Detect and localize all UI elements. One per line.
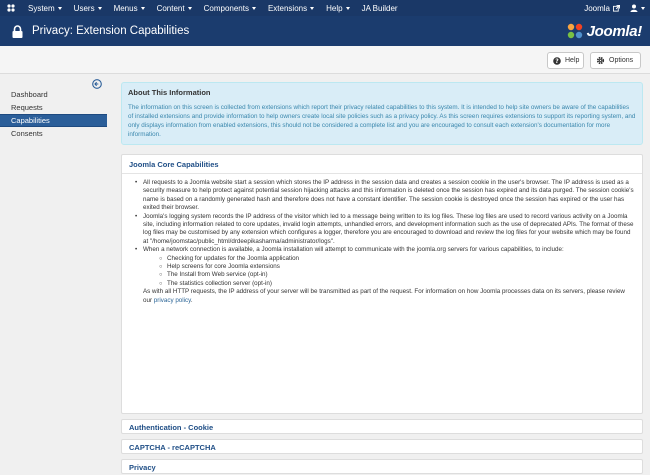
joomla-brand-icon[interactable]: [0, 0, 22, 16]
page-header: [0, 16, 650, 46]
panel-authentication-cookie[interactable]: [121, 419, 643, 434]
question-icon: [553, 56, 561, 65]
site-link[interactable]: Joomla: [579, 4, 625, 13]
help-button[interactable]: ? Help: [547, 52, 584, 69]
sidebar-list: [0, 88, 107, 140]
gear-icon: [596, 56, 605, 65]
panel-captcha-recaptcha[interactable]: [121, 439, 643, 454]
menu-extensions[interactable]: Extensions: [262, 4, 320, 13]
sub-list: [143, 255, 634, 289]
options-button[interactable]: Options: [590, 52, 641, 69]
caret-down-icon: [98, 7, 102, 10]
menu-content[interactable]: Content: [151, 4, 198, 13]
caret-down-icon: [346, 7, 350, 10]
core-capabilities-panel: [121, 154, 643, 414]
panel-privacy[interactable]: [121, 459, 643, 474]
core-capabilities-title[interactable]: Joomla Core Capabilities: [122, 155, 642, 174]
about-text: The information on this screen is collected from extensions which report their privacy related capabilities to this system. It is intended to help site owners be aware of the capabilities of installed extensions and provide information to help owners create local site policies such as a privacy policy. As this screen requires extensions to support its reporting system, and only displays information from enabled extensions, this should not be considered a complete list and you are encouraged to consult each extension's documentation for more information.: [128, 104, 636, 138]
caret-down-icon: [188, 7, 192, 10]
list-item: • Joomla's logging system records the IP address of the visitor which led to a message being written to its log files. These log files are used to record various activity on a Joomla site, including information related to core updates, invalid login attempts, unhandled errors, and development information such as the use of deprecated APIs. The format of these log files may be customised by any extension which configures a logger, therefore you are encouraged to download and review the log files for your website which may be found at "/home/joomstac/public_html/drdeepikasharma/administrator/logs".: [131, 213, 634, 247]
about-info-alert: [121, 82, 643, 145]
svg-text:?: ?: [555, 57, 559, 65]
panel-title[interactable]: Privacy: [129, 463, 156, 472]
caret-down-icon: [310, 7, 314, 10]
toolbar: [0, 46, 650, 74]
top-navbar: [0, 0, 650, 16]
navbar-right: [579, 0, 650, 16]
sidebar-item-capabilities[interactable]: Capabilities: [0, 114, 107, 127]
caret-down-icon: [252, 7, 256, 10]
menu-system[interactable]: System: [22, 4, 68, 13]
sidebar-item-consents[interactable]: Consents: [11, 129, 43, 138]
joomla-logo: Joomla!: [566, 20, 642, 42]
sub-list-item: ○ Checking for updates for the Joomla application: [159, 255, 634, 263]
user-icon: [630, 4, 638, 12]
list-item: • When a network connection is available, a Joomla installation will attempt to communicate with the joomla.org servers for various capabilities, to include: ○ Checking for updates for the Joomla application ○ Help screens for core Joomla extensions ○ The Install from Web service (opt-in) ○ The statistics collection server (opt-in) As with all HTTP requests, the IP address of your server will be transmitted as part of the request. For information on how Joomla processes data on its servers, please review our privacy policy.: [131, 246, 634, 305]
panel-title[interactable]: Authentication - Cookie: [129, 423, 214, 432]
user-menu[interactable]: [625, 4, 650, 12]
caret-down-icon: [58, 7, 62, 10]
caret-down-icon: [641, 7, 645, 10]
external-link-icon: [613, 5, 620, 12]
menu-help[interactable]: Help: [320, 4, 355, 13]
sub-list-item: ○ The Install from Web service (opt-in): [159, 271, 634, 279]
list-item: • All requests to a Joomla website start a session which stores the IP address in the session data and creates a session cookie in the user's browser. The IP address is used as a security measure to help protect against potential session hijacking attacks and this information is deleted once the session has expired and its data purged. The session cookie's name is based on a randomly generated hash and therefore does not have a constant identifier. The session cookie is destroyed once the session has expired or the user has exited their browser.: [131, 179, 634, 213]
sub-list-item: ○ The statistics collection server (opt-in): [159, 280, 634, 288]
caret-down-icon: [141, 7, 145, 10]
sidebar-item-dashboard[interactable]: Dashboard: [11, 90, 48, 99]
main-content: [121, 82, 643, 472]
about-title: About This Information: [128, 88, 211, 97]
privacy-policy-link[interactable]: privacy policy: [153, 296, 191, 304]
page-title: Privacy: Extension Capabilities: [32, 25, 190, 37]
panel-title[interactable]: CAPTCHA - reCAPTCHA: [129, 443, 216, 452]
menu-users[interactable]: Users: [68, 4, 108, 13]
sidebar-item-requests[interactable]: Requests: [11, 103, 43, 112]
menu-components[interactable]: Components: [198, 4, 262, 13]
core-capabilities-body: [122, 174, 642, 305]
main-menu: [22, 0, 404, 16]
lock-icon: [10, 24, 24, 38]
joomla-logo-icon: [566, 22, 584, 40]
sub-list-item: ○ Help screens for core Joomla extensions: [159, 263, 634, 271]
menu-ja-builder[interactable]: JA Builder: [361, 3, 398, 13]
menu-menus[interactable]: Menus: [108, 4, 151, 13]
collapse-sidebar-icon[interactable]: [92, 76, 102, 86]
